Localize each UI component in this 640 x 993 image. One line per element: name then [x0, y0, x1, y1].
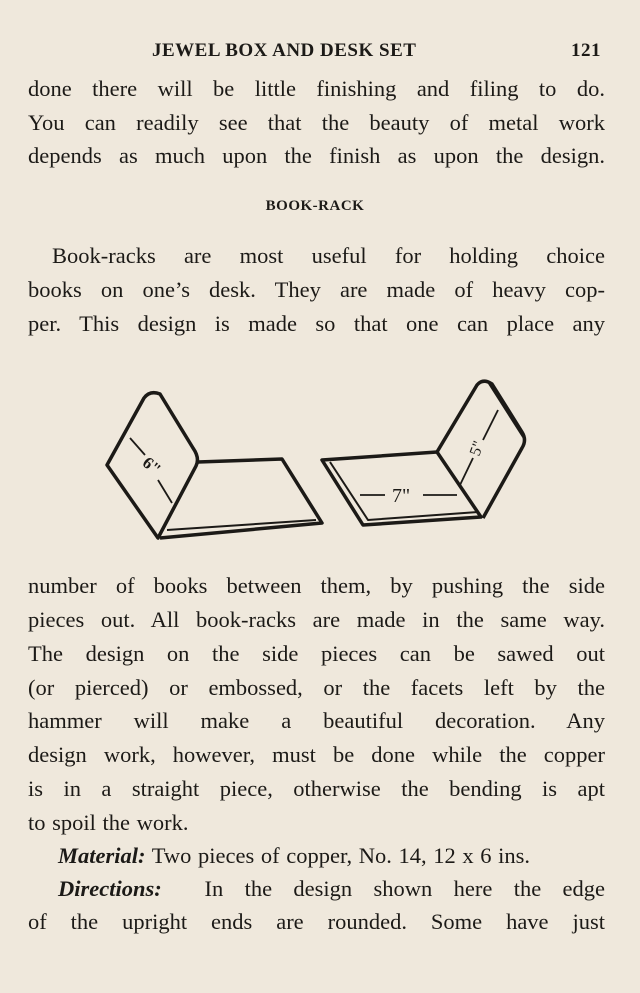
text-line: is in a straight piece, otherwise the bending is apt	[28, 776, 605, 801]
text-line: Book-racks are most useful for holding choice	[52, 243, 605, 268]
text-line: The design on the side pieces can be sawed out	[28, 641, 605, 666]
text-line: to spoil the work.	[28, 810, 189, 835]
text-line: books on one’s desk. They are made of heavy cop-	[28, 277, 605, 302]
width-label: 7"	[392, 485, 411, 507]
text-line: pieces out. All book-racks are made in the same way.	[28, 607, 605, 632]
text-line: number of books between them, by pushing the side	[28, 573, 605, 598]
left-base	[160, 459, 322, 538]
text-line: design work, however, must be done while the copper	[28, 742, 605, 767]
height-label-left: 6"	[138, 452, 165, 479]
page-number: 121	[571, 40, 601, 61]
section-heading: BOOK-RACK	[265, 198, 365, 214]
text-line: You can readily see that the beauty of metal work	[28, 110, 605, 135]
text-line: (or pierced) or embossed, or the facets left by the	[28, 675, 605, 700]
text-line: done there will be little finishing and filing to do.	[28, 76, 605, 101]
text-line: of the upright ends are rounded. Some have just	[28, 909, 605, 934]
text-line: hammer will make a beautiful decoration. Any	[28, 708, 605, 733]
material-label: Material:	[58, 843, 146, 868]
text-line: depends as much upon the finish as upon the design.	[28, 143, 605, 168]
height-label-right: 5"	[466, 438, 488, 459]
directions-text: In the design shown here the edge	[204, 876, 606, 901]
text-line: per. This design is made so that one can place any	[28, 311, 605, 336]
directions-label: Directions:	[58, 876, 162, 901]
running-header: JEWEL BOX AND DESK SET	[152, 40, 417, 61]
directions-line	[58, 874, 605, 904]
material-text: Two pieces of copper, No. 14, 12 x 6 ins.	[151, 843, 531, 868]
material-line	[58, 841, 605, 871]
